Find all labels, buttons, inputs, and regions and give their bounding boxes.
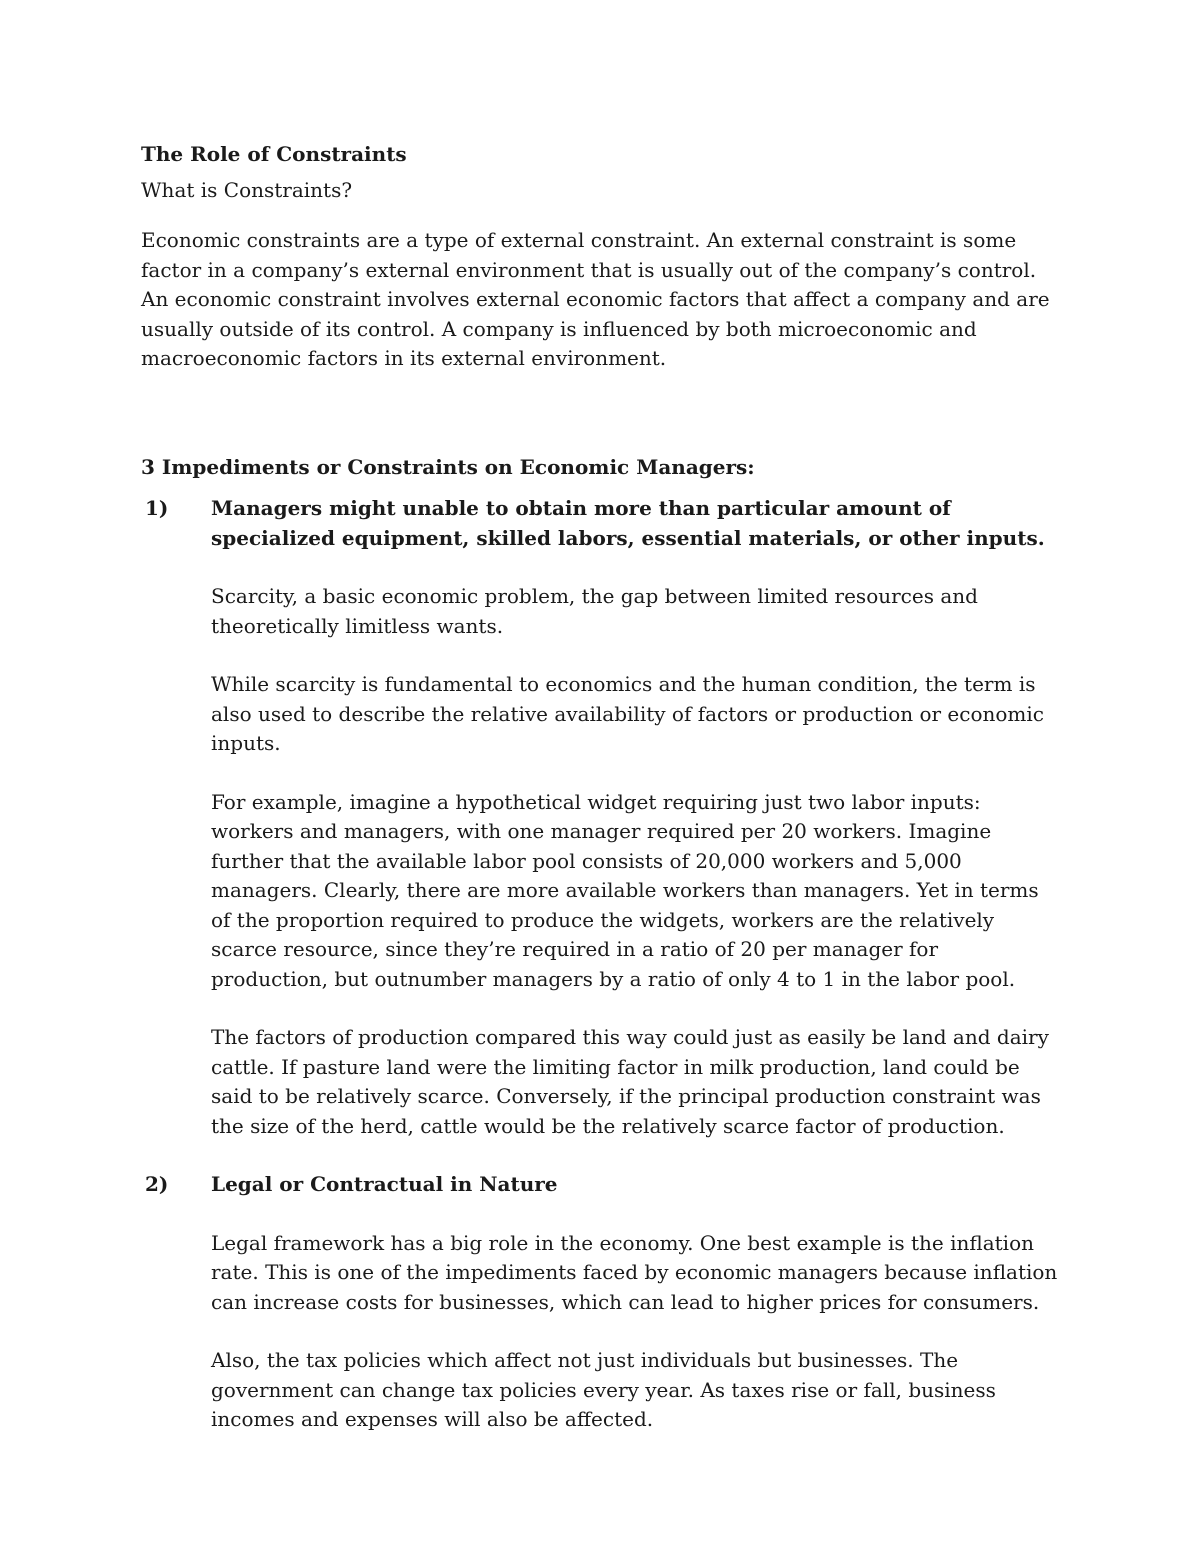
document-title: The Role of Constraints [141,142,407,166]
document-page [141,140,1061,1464]
list-item-number: 1) [145,496,169,520]
list-item-1 [141,494,1061,1141]
list-item-number: 2) [145,1172,169,1196]
paragraph-scarcity-fundamental: While scarcity is fundamental to economics and the human condition, the term is also used to describe the relative availability of factors or production or economic inputs. [211,672,1044,755]
list-item-heading: Managers might unable to obtain more than particular amount of specialized equipment, skilled labors, essential materials, or other inputs. [211,496,1045,550]
paragraph-scarcity: Scarcity, a basic economic problem, the gap between limited resources and theoretically limitless wants. [211,584,978,638]
section-spacer [141,395,1061,453]
paragraph-legal-framework: Legal framework has a big role in the economy. One best example is the inflation rate. This is one of the impediments faced by economic managers because inflation can increase costs for businesses, which can lead to higher prices for consumers. [211,1230,1058,1314]
intro-paragraph: Economic constraints are a type of external constraint. An external constraint is some factor in a company’s external environment that is usually out of the company’s control. An economic constraint involves external economic factors that affect a company and are usually outside of its control. A company is influenced by both microeconomic and macroeconomic factors in its external environment. [141,228,1050,370]
paragraph-widget-example: For example, imagine a hypothetical widget requiring just two labor inputs: workers and managers, with one manager required per 20 workers. Imagine further that the available labor pool consists of 20,000 workers and 5,000 managers. Clearly, there are more available workers than managers. Yet in terms of the proportion required to produce the widgets, workers are the relatively scarce resource, since they’re required in a ratio of 20 per manager for production, but outnumber managers by a ratio of only 4 to 1 in the labor pool. [211,789,1039,991]
paragraph-land-cattle: The factors of production compared this way could just as easily be land and dairy cattle. If pasture land were the limiting factor in milk production, land could be said to be relatively scarce. Conversely, if the principal production constraint was the size of the herd, cattle would be the relatively scarce factor of production. [211,1025,1049,1138]
section-heading: 3 Impediments or Constraints on Economic Managers: [141,454,755,479]
list-item-heading: Legal or Contractual in Nature [211,1172,558,1196]
paragraph-tax-policies: Also, the tax policies which affect not just individuals but businesses. The government can change tax policies every year. As taxes rise or fall, business incomes and expenses will also be affected. [211,1348,996,1431]
list-item-2 [141,1170,1061,1435]
question-text: What is Constraints? [141,177,353,202]
